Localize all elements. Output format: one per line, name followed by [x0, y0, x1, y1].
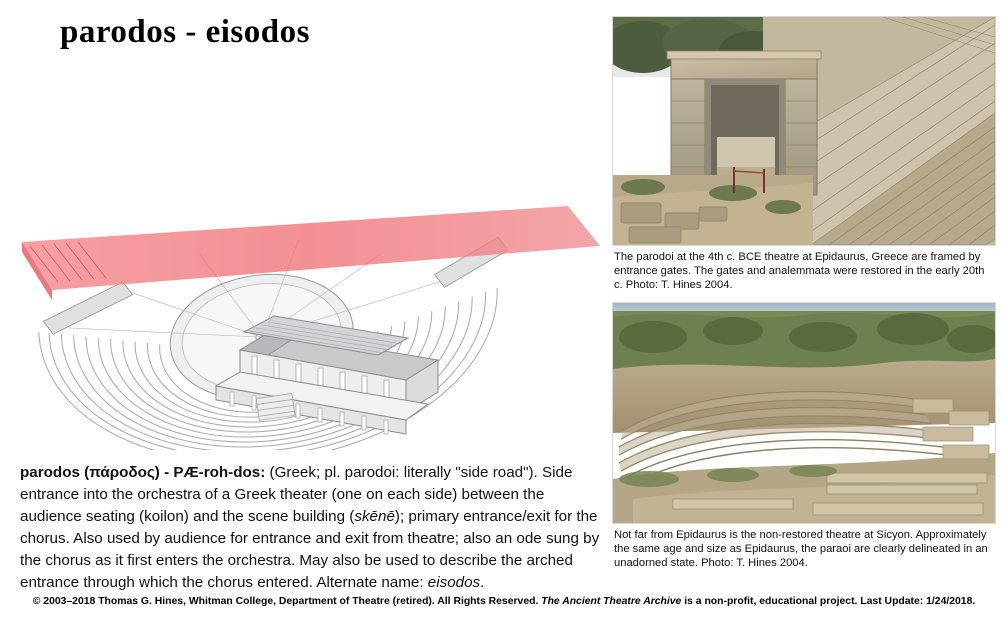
definition-term: parodos (πάροδος) - PÆ-roh-dos: [20, 464, 266, 481]
definition-text [20, 462, 600, 594]
footer-part-2: is a non-profit, educational project. Last Update: 1/24/2018. [681, 596, 976, 607]
theatre-isometric-illustration [8, 150, 608, 450]
definition-italic-eisodos: eisodos [427, 574, 481, 592]
page-title: parodos - eisodos [60, 14, 310, 50]
photo-block-epidaurus [612, 16, 996, 292]
footer-copyright [0, 596, 1008, 607]
footer-archive-name: The Ancient Theatre Archive [541, 596, 682, 607]
photo-block-sicyon [612, 302, 996, 570]
definition-body-1: (Greek; pl. parodoi: literally "side road"). Side entrance into the orchestra of a Greek theater (one on each side) between the audience seating (koilon) and the scene building ( [20, 464, 573, 526]
footer-part-1: © 2003–2018 Thomas G. Hines, Whitman College, Department of Theatre (retired). All Rights Reserved. [32, 596, 542, 607]
definition-italic-skene: skēnē [354, 508, 395, 526]
epidaurus-parodos-photo [612, 16, 996, 246]
photo-caption-epidaurus: The parodoi at the 4th c. BCE theatre at Epidaurus, Greece are framed by entrance gates. The gates and analemmata were restored in the early 20th c. Photo: T. Hines 2004. [614, 251, 985, 291]
definition-body-2: ); primary entrance/exit for the chorus. Also used by audience for entrance and exit from theatre; also an ode sung by the chorus as it first enters the orchestra. May also be used to describe the arched entrance through which the chorus entered. Alternate name: [20, 508, 600, 592]
photo-caption-sicyon: Not far from Epidaurus is the non-restored theatre at Sicyon. Approximately the same age and size as Epidaurus, the paraoi are clearly delineated in an unadorned state. Photo: T. Hines 2004. [614, 529, 988, 569]
definition-body-3: . [480, 574, 485, 592]
photo-column [612, 16, 996, 570]
sicyon-theatre-photo [612, 302, 996, 524]
